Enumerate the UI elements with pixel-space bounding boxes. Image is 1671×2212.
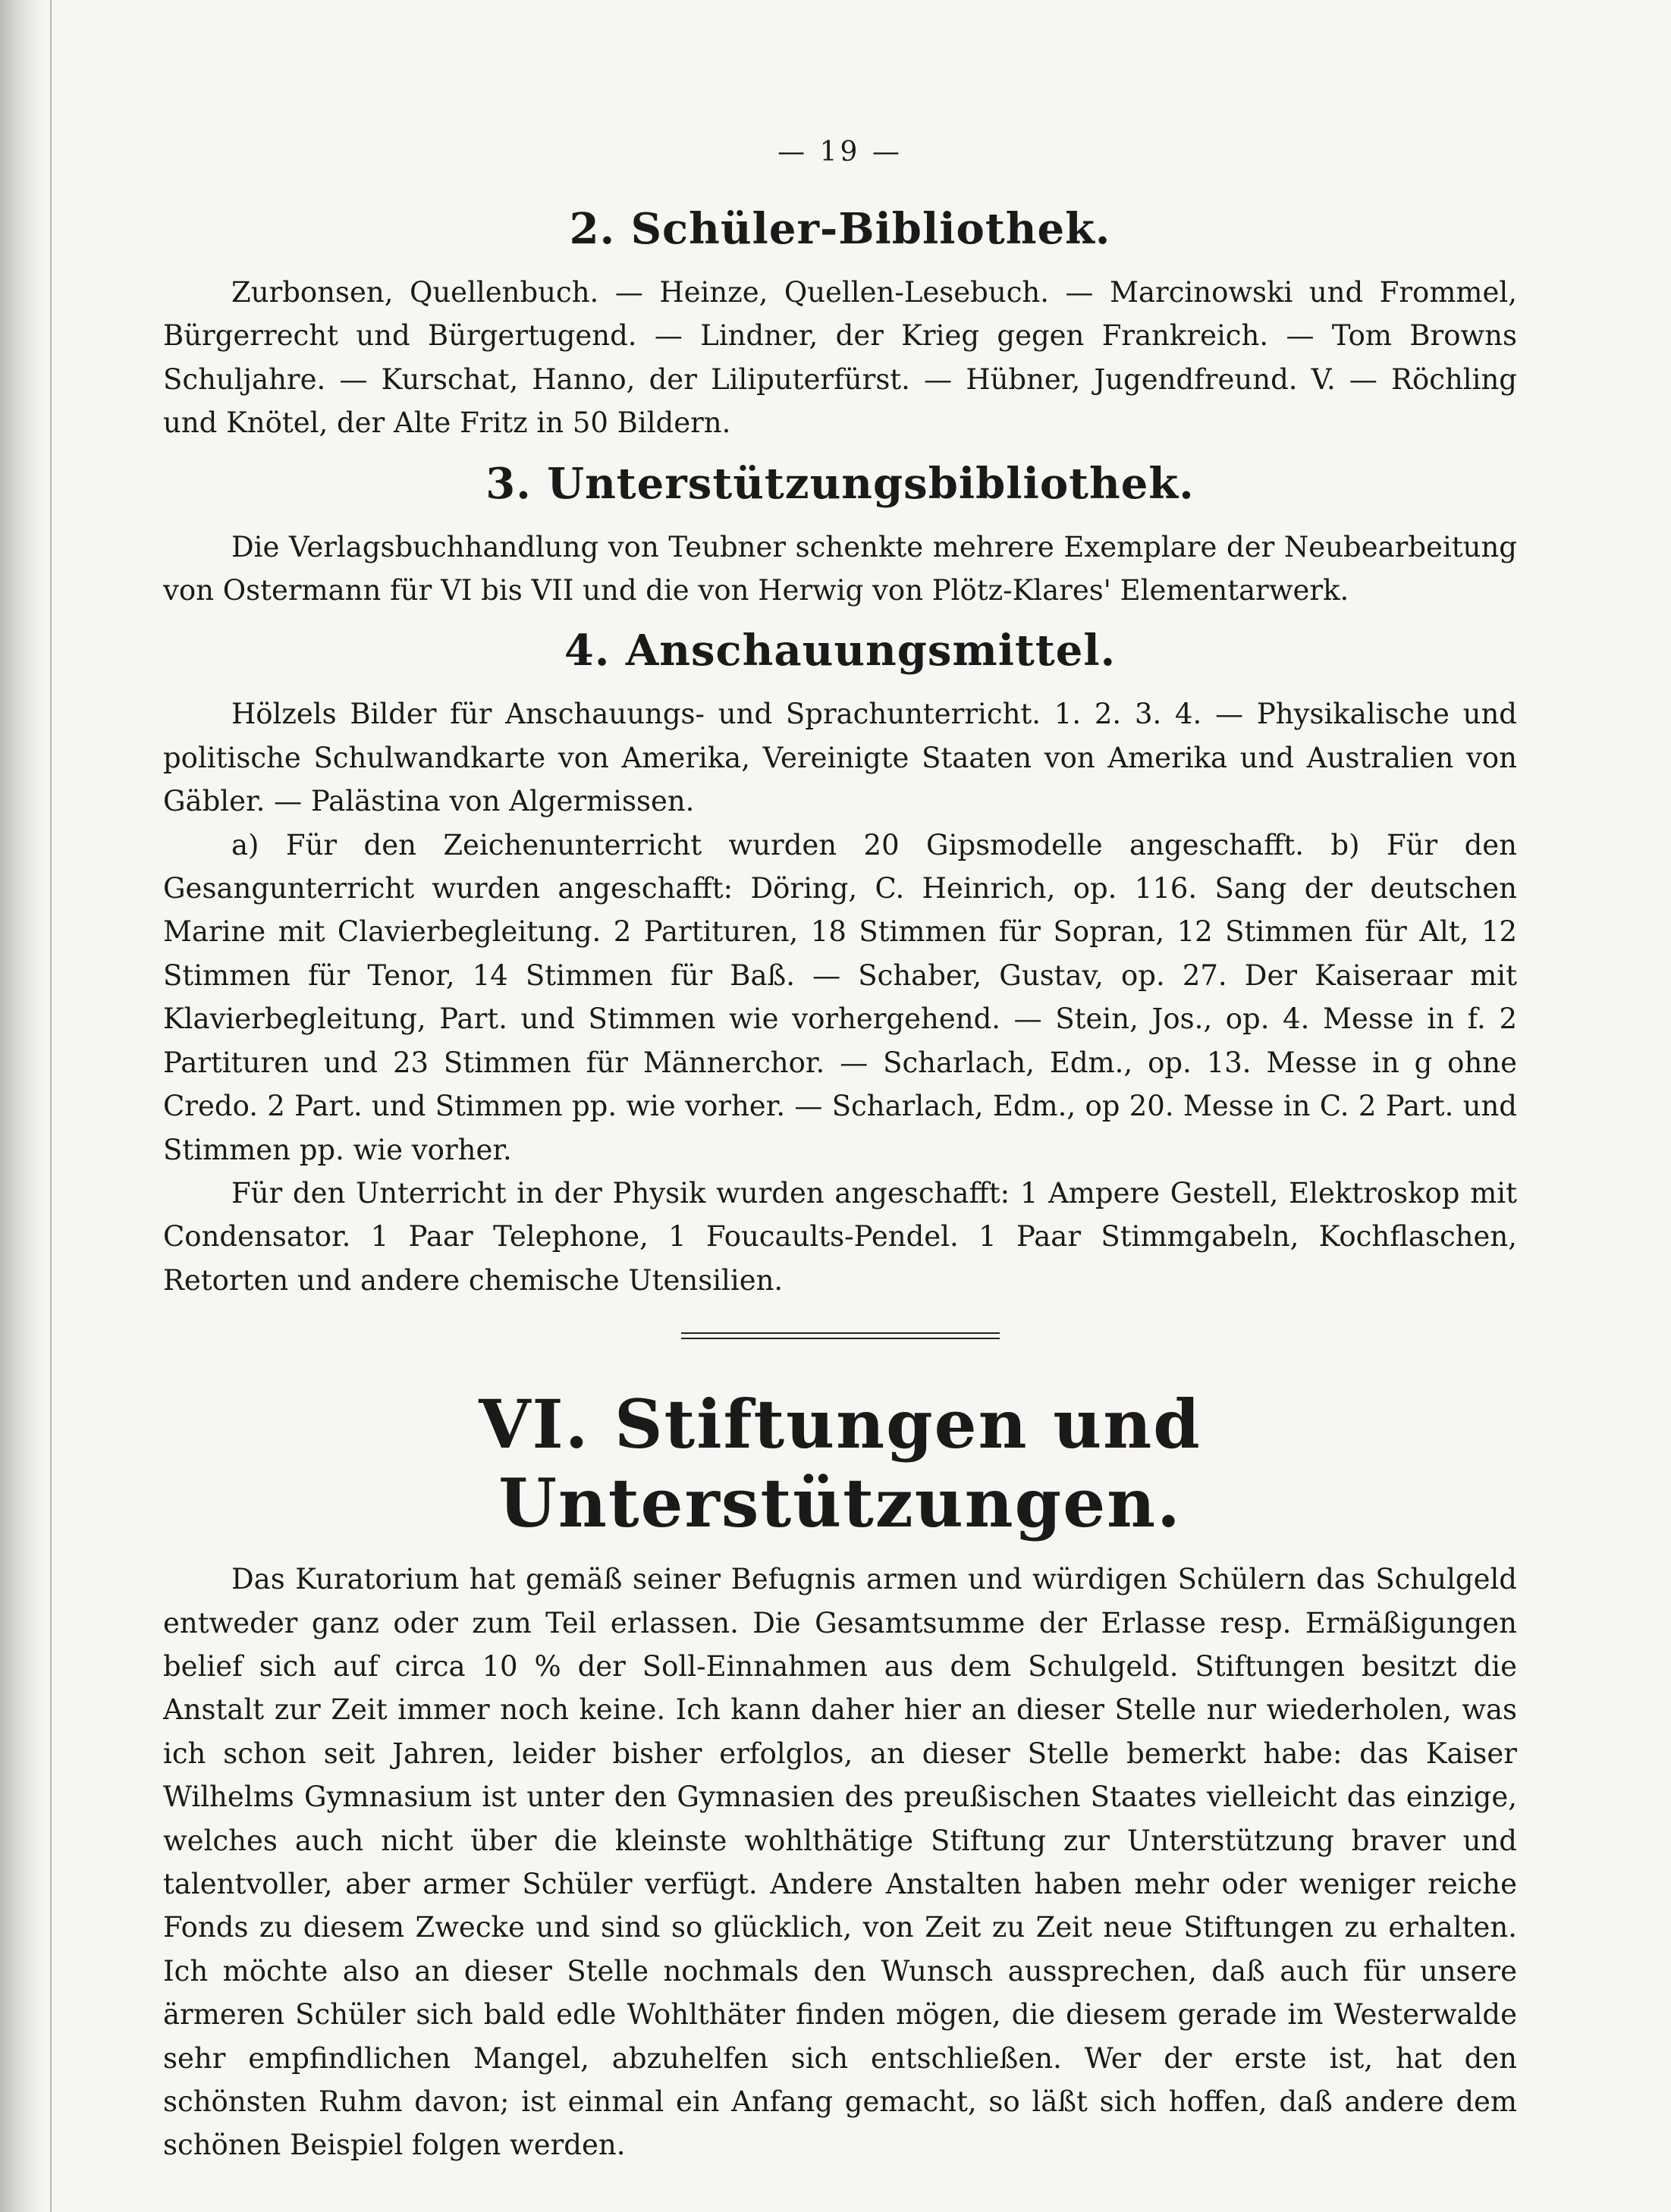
page-number: — 19 — [777, 136, 903, 168]
paragraph: a) Für den Zeichenunterricht wurden 20 Gipsmodelle angeschafft. b) Für den Gesangunterricht wurden angeschafft: Döring, C. Heinrich, op. 116. Sang der deutschen Marine mit Clavierbegleitung. 2 Partituren, 18 Stimmen für Sopran, 12 Stimmen für Alt, 12 Stimmen für Tenor, 14 Stimmen für Baß. — Schaber, Gustav, op. 27. Der Kaiseraar mit Klavierbegleitung, Part. und Stimmen wie vorhergehend. — Stein, Jos., op. 4. Messe in f. 2 Partituren und 23 Stimmen für Männerchor. — Scharlach, Edm., op. 13. Messe in g ohne Credo. 2 Part. und Stimmen pp. wie vorher. — Scharlach, Edm., op 20. Messe in C. 2 Part. und Stimmen pp. wie vorher. [163, 828, 1517, 1166]
section-anschauungsmittel [163, 626, 1517, 1302]
paragraph: Hölzels Bilder für Anschauungs- und Sprachunterricht. 1. 2. 3. 4. — Physikalische und politische Schulwandkarte von Amerika, Vereinigte Staaten von Amerika und Australien von Gäbler. — Palästina von Algermissen. [163, 698, 1517, 818]
chapter-heading: VI. Stiftungen und Unterstützungen. [479, 1385, 1201, 1543]
paragraph: Die Verlagsbuchhandlung von Teubner schenkte mehrere Exemplare der Neubearbeitung von Ostermann für VI bis VII und die von Herwig von Plötz-Klares' Elementarwerk. [163, 530, 1517, 607]
section-heading: 3. Unterstützungsbibliothek. [485, 458, 1195, 509]
paragraph: Zurbonsen, Quellenbuch. — Heinze, Quellen-Lesebuch. — Marcinowski und Frommel, Bürgerrecht und Bürgertugend. — Lindner, der Krieg gegen Frankreich. — Tom Browns Schuljahre. — Kurschat, Hanno, der Liliputerfürst. — Hübner, Jugendfreund. V. — Röchling und Knötel, der Alte Fritz in 50 Bildern. [163, 276, 1517, 440]
chapter-stiftungen [163, 1385, 1517, 2167]
page-binding-edge [0, 0, 47, 2212]
section-divider [681, 1332, 1000, 1339]
paragraph: Das Kuratorium hat gemäß seiner Befugnis armen und würdigen Schülern das Schulgeld entweder ganz oder zum Teil erlassen. Die Gesamtsumme der Erlasse resp. Ermäßigungen belief sich auf circa 10 % der Soll-Einnahmen aus dem Schulgeld. Stiftungen besitzt die Anstalt zur Zeit immer noch keine. Ich kann daher hier an dieser Stelle nur wiederholen, was ich schon seit Jahren, leider bisher erfolglos, an dieser Stelle bemerkt habe: das Kaiser Wilhelms Gymnasium ist unter den Gymnasien des preußischen Staates vielleicht das einzige, welches auch nicht über die kleinste wohlthätige Stiftung zur Unterstützung braver und talentvoller, aber armer Schüler verfügt. Andere Anstalten haben mehr oder weniger reiche Fonds zu diesem Zwecke und sind so glücklich, von Zeit zu Zeit neue Stiftungen zu erhalten. Ich möchte also an dieser Stelle nochmals den Wunsch aussprechen, daß auch für unsere ärmeren Schüler sich bald edle Wohlthäter finden mögen, die diesem gerade im Westerwalde sehr empfindlichen Mangel, abzuhelfen sich entschließen. Wer der erste ist, hat den schönsten Ruhm davon; ist einmal ein Anfang gemacht, so läßt sich hoffen, daß andere dem schönen Beispiel folgen werden. [163, 1563, 1517, 2162]
section-schueler-bibliothek [163, 204, 1517, 445]
paragraph: Für den Unterricht in der Physik wurden angeschafft: 1 Ampere Gestell, Elektroskop mit Condensator. 1 Paar Telephone, 1 Foucaults-Pendel. 1 Paar Stimmgabeln, Kochflaschen, Retorten und andere chemische Utensilien. [163, 1176, 1517, 1297]
section-heading: 4. Anschauungsmittel. [564, 626, 1117, 676]
section-unterstuetzungsbibliothek [163, 459, 1517, 613]
section-heading: 2. Schüler-Bibliothek. [569, 204, 1111, 254]
document-page [163, 136, 1517, 2181]
page-binding-line [50, 0, 52, 2212]
